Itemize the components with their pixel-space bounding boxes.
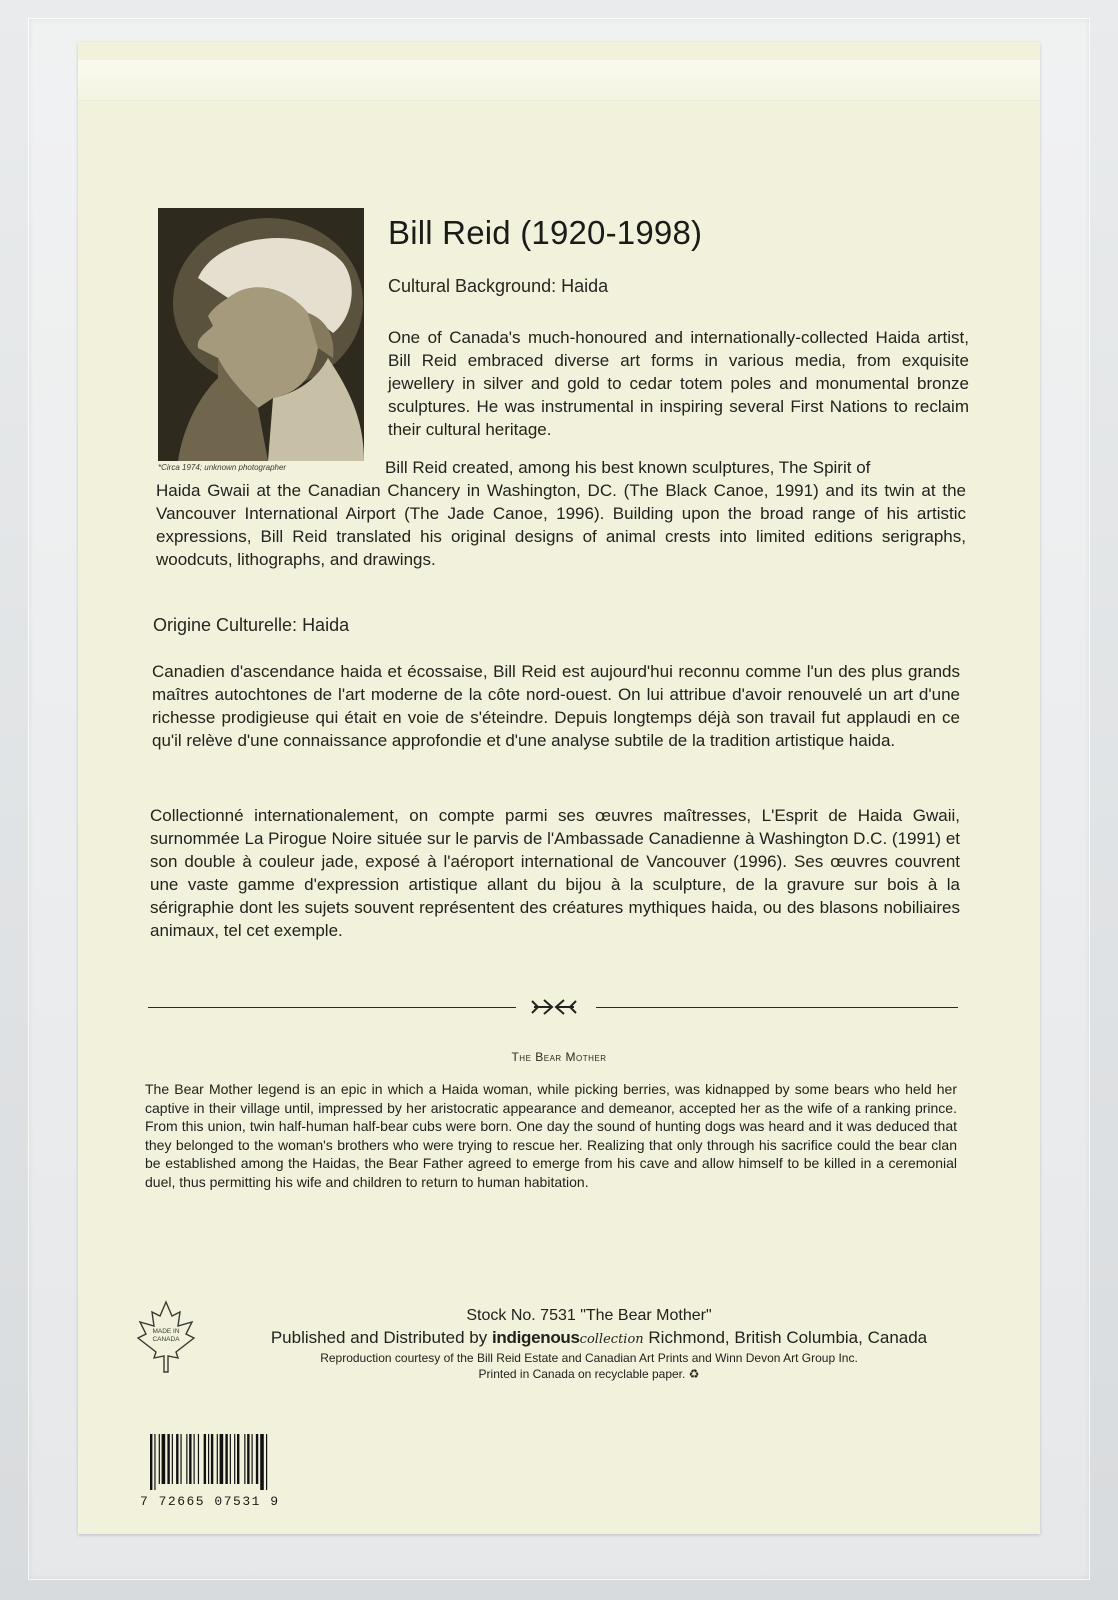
brand-script: collection bbox=[579, 1332, 644, 1347]
barcode-bar bbox=[211, 1434, 213, 1484]
barcode-bar bbox=[208, 1434, 209, 1484]
barcode-bar bbox=[266, 1434, 267, 1490]
sleeve-seal bbox=[78, 60, 1040, 101]
barcode-bar bbox=[234, 1434, 235, 1484]
barcode-bar bbox=[150, 1434, 152, 1490]
barcode-bar bbox=[260, 1434, 264, 1490]
barcode-digits: 7 72665 07531 9 bbox=[140, 1494, 280, 1509]
divider-right bbox=[596, 1007, 958, 1008]
barcode-bar bbox=[167, 1434, 169, 1484]
barcode-bar bbox=[204, 1434, 206, 1484]
barcode-bar bbox=[159, 1434, 160, 1484]
bio-paragraph-en-2: Haida Gwaii at the Canadian Chancery in Washington, DC. (The Black Canoe, 1991) and its twin at the Vancouver International Airport (The Jade Canoe, 1996). Building upon the broad range of his artistic expressions, Bill Reid translated his original designs of animal crests into limited editions serigraphs, woodcuts, lithographs, and drawings. bbox=[156, 481, 966, 569]
divider-left bbox=[148, 1007, 516, 1008]
made-in-line2: CANADA bbox=[152, 1336, 180, 1343]
bio-paragraph-en-2-lead: Bill Reid created, among his best known sculptures, The Spirit of bbox=[385, 458, 871, 477]
barcode-bar bbox=[186, 1434, 187, 1484]
info-card bbox=[78, 42, 1040, 1534]
barcode-bar bbox=[225, 1434, 227, 1484]
photo-caption: *Circa 1974; unknown photographer bbox=[158, 463, 287, 472]
printed-note: Printed in Canada on recyclable paper. ♻ bbox=[478, 1367, 700, 1381]
stock-number: Stock No. 7531 "The Bear Mother" bbox=[466, 1307, 712, 1324]
barcode-bar bbox=[180, 1434, 181, 1484]
barcode-bar bbox=[220, 1434, 224, 1484]
bio-paragraph-en-1: One of Canada's much-honoured and internationally-collected Haida artist, Bill Reid embraced diverse art forms in various media, from exquisite jewellery in silver and gold to cedar totem poles and monumental bronze sculptures. He was instrumental in inspiring several First Nations to reclaim their cultural heritage. bbox=[388, 328, 969, 439]
published-suffix: Richmond, British Columbia, Canada bbox=[648, 1328, 928, 1347]
barcode-bar bbox=[198, 1434, 199, 1484]
barcode-bar bbox=[237, 1434, 239, 1484]
legend-title: The Bear Mother bbox=[511, 1050, 607, 1064]
publisher-line bbox=[78, 1328, 1040, 1348]
cultural-background-fr: Origine Culturelle: Haida bbox=[153, 615, 350, 635]
barcode-bar bbox=[256, 1434, 258, 1484]
barcode-bar bbox=[244, 1434, 245, 1484]
brand-bold: indigenous bbox=[492, 1328, 580, 1347]
barcode-bar bbox=[252, 1434, 253, 1484]
cultural-background-en: Cultural Background: Haida bbox=[388, 276, 609, 296]
barcode bbox=[148, 1434, 308, 1490]
barcode-bar bbox=[162, 1434, 166, 1484]
barcode-bar bbox=[154, 1434, 155, 1490]
barcode-bar bbox=[247, 1434, 249, 1484]
page-title: Bill Reid (1920-1998) bbox=[388, 214, 703, 251]
barcode-bar bbox=[217, 1434, 218, 1484]
barcode-bar bbox=[189, 1434, 191, 1484]
bio-paragraph-fr-1: Canadien d'ascendance haida et écossaise, Bill Reid est aujourd'hui reconnu comme l'un des plus grands maîtres autochtones de l'art moderne de la côte nord-ouest. On lui attribue d'avoir renouvelé un art d'une richesse prodigieuse qui était en voie de s'éteindre. Depuis longtemps déjà son travail fut applaudi en ce qu'il relève d'une connaissance approfondie et d'une analyse subtile de la tradition artistique haida. bbox=[152, 662, 960, 750]
artist-portrait bbox=[158, 208, 364, 461]
reproduction-credit: Reproduction courtesy of the Bill Reid Estate and Canadian Art Prints and Winn Devon Art Group Inc. bbox=[320, 1351, 858, 1365]
made-in-line1: MADE IN bbox=[152, 1328, 180, 1335]
barcode-bar bbox=[194, 1434, 195, 1484]
barcode-bar bbox=[230, 1434, 231, 1484]
arrow-ornament-icon bbox=[530, 994, 578, 1020]
published-prefix: Published and Distributed by bbox=[270, 1328, 488, 1347]
barcode-bar bbox=[176, 1434, 178, 1484]
bio-paragraph-fr-2: Collectionné internationalement, on compte parmi ses œuvres maîtresses, L'Esprit de Haida Gwaii, surnommée La Pirogue Noire située sur le parvis de l'Ambassade Canadienne à Washington D.C. (1991) et son double à couleur jade, exposé à l'aéroport international de Vancouver (1996). Ses œuvres couvrent une vaste gamme d'expression artistique allant du bijou à la sculpture, de la gravure sur bois à la sérigraphie dont les sujets souvent représentent des créatures mythiques haida, ou des blasons nobiliaires animaux, tel cet exemple. bbox=[150, 806, 960, 940]
legend-text: The Bear Mother legend is an epic in which a Haida woman, while picking berries, was kidnapped by some bears who held her captive in their village until, impressed by her aristocratic appearance and demeanor, accepted her as the wife of a ranking prince. From this union, twin half-human half-bear cubs were born. One day the sound of hunting dogs was heard and it was deduced that they belonged to the woman's brothers who were trying to rescue her. Realizing that only through his sacrifice could the bear clan be established among the Haidas, the Bear Father agreed to emerge from his cave and allow himself to be killed in a ceremonial duel, thus permitting his wife and children to return to human habitation. bbox=[145, 1081, 957, 1190]
barcode-bar bbox=[172, 1434, 173, 1484]
